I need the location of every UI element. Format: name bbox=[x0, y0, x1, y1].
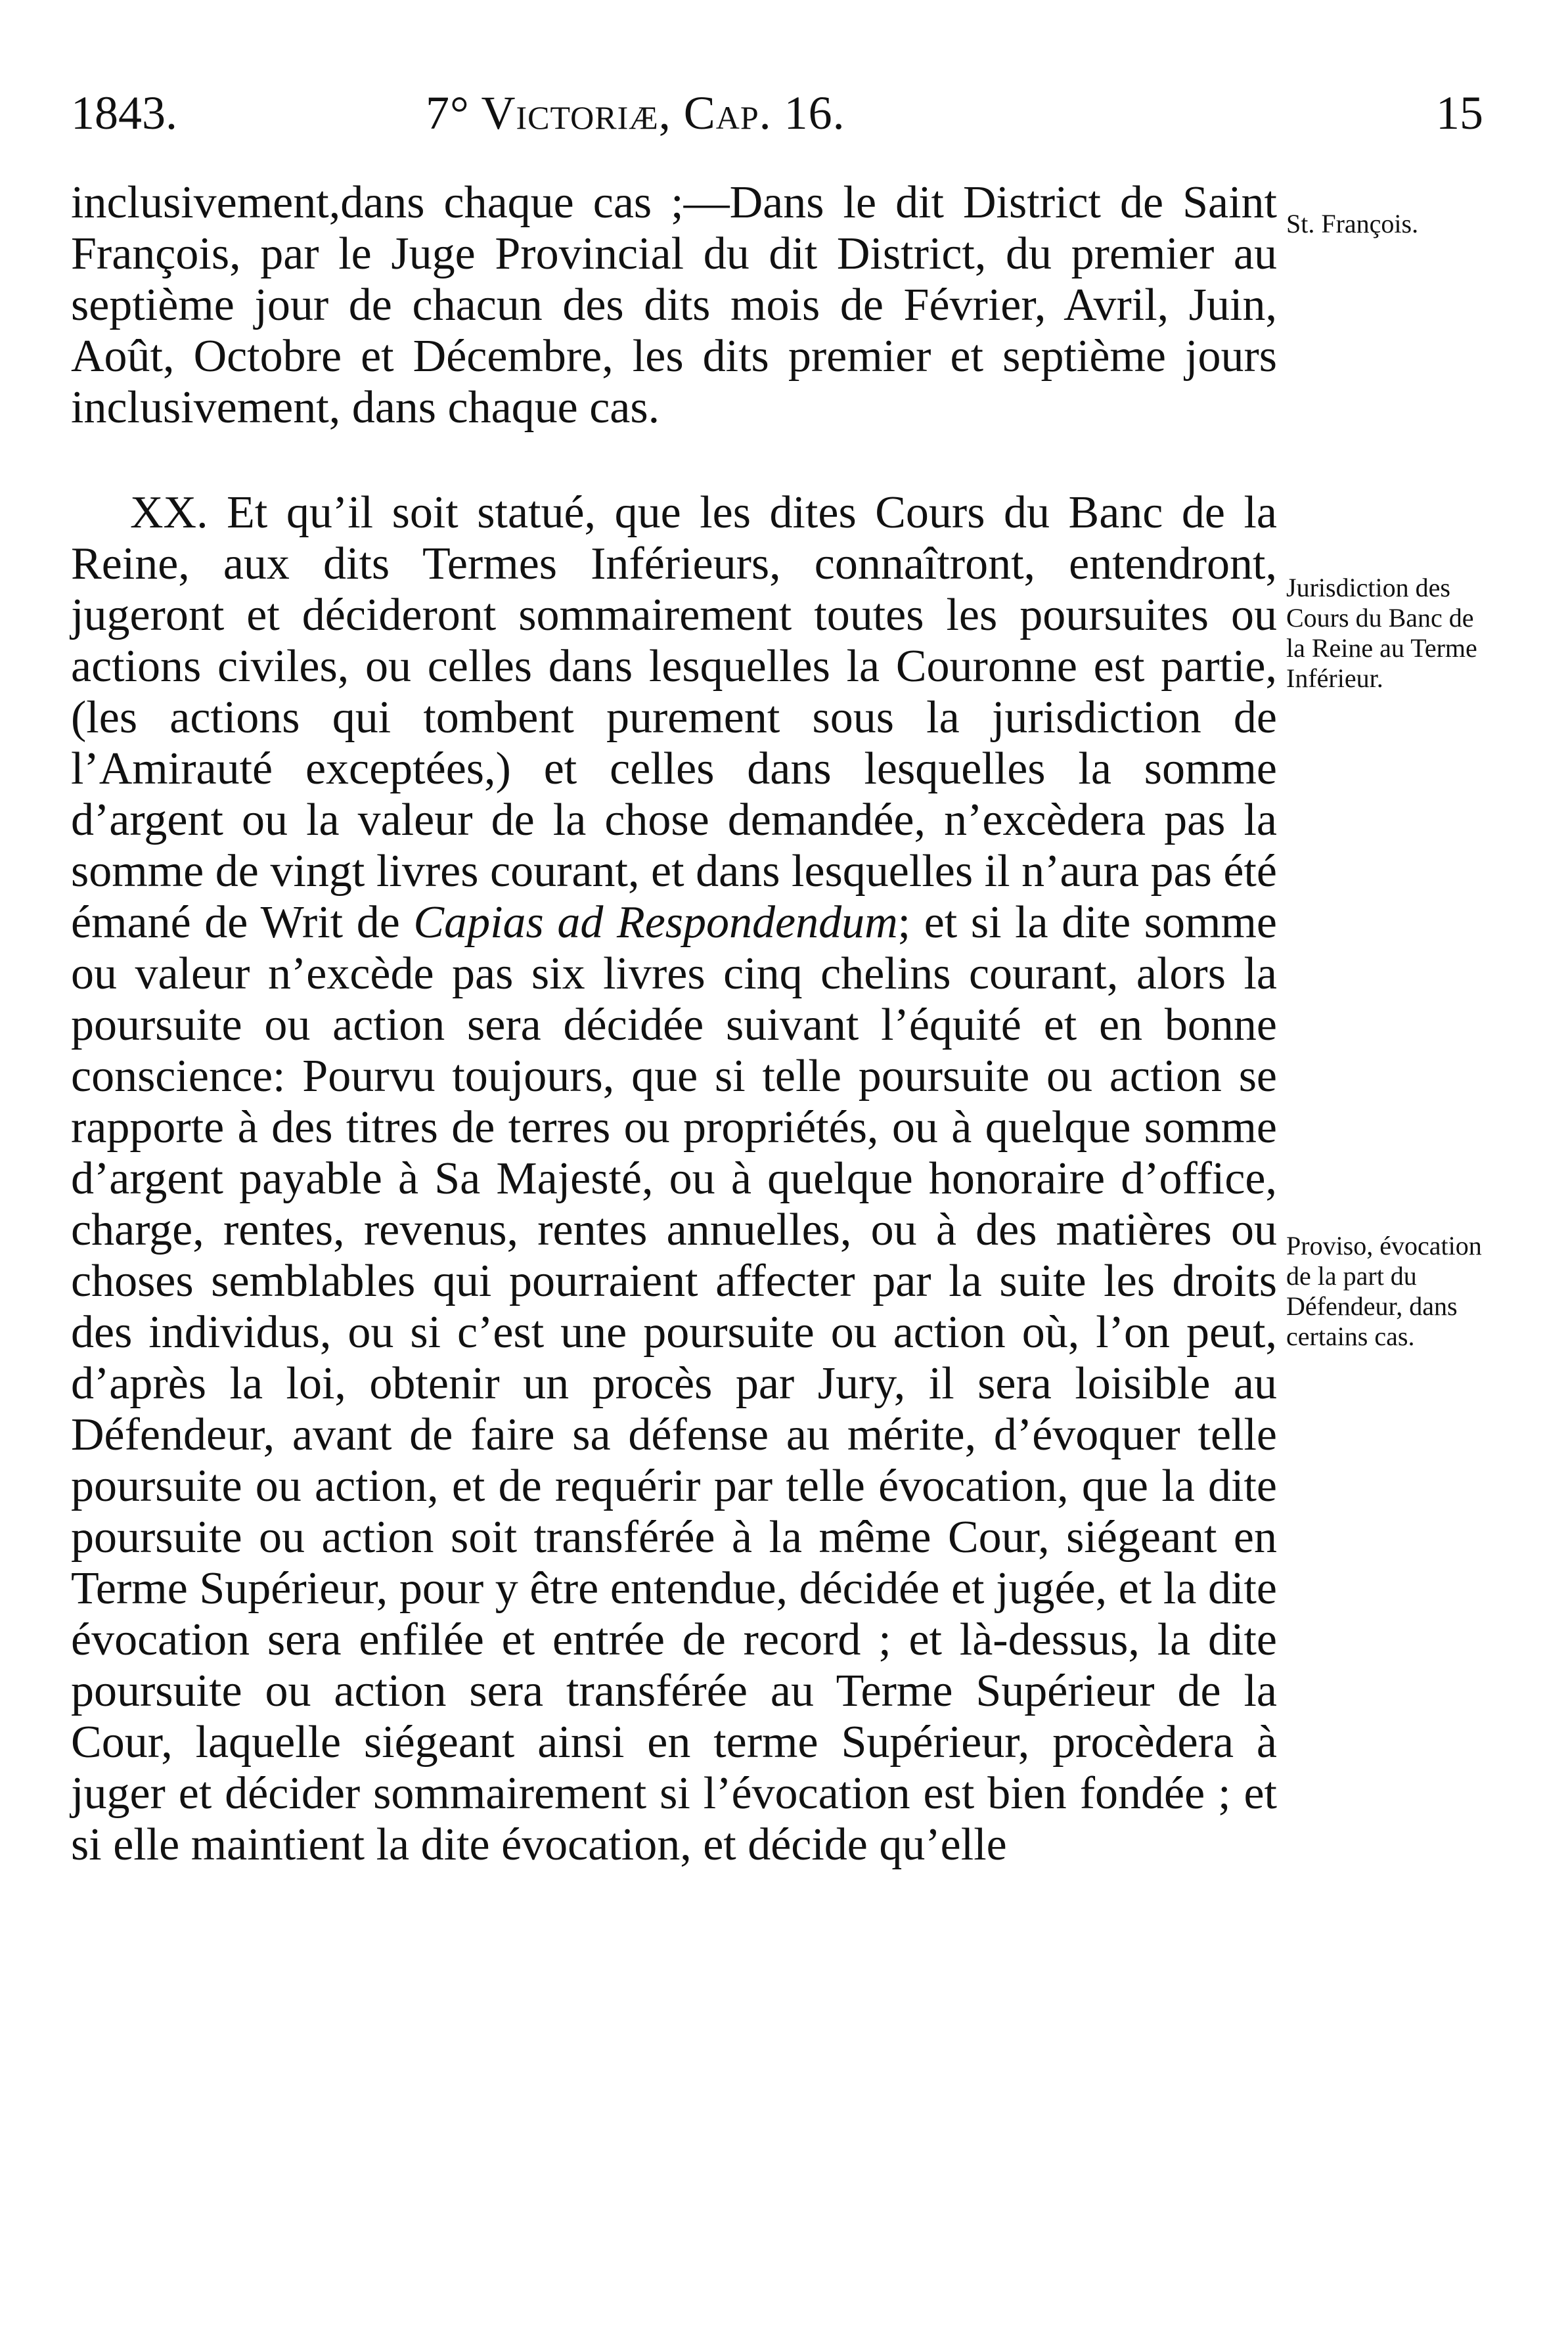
main-text bbox=[71, 177, 1277, 1871]
margin-note-proviso: Proviso, évocation de la part du Défendeur, dans certains cas. bbox=[1286, 1231, 1482, 1351]
header-year: 1843. bbox=[71, 87, 177, 139]
running-header bbox=[71, 80, 1483, 146]
header-statute: 7° Victoriæ, Cap. 16. bbox=[426, 87, 845, 139]
margin-note-st-francois: St. François. bbox=[1286, 209, 1419, 238]
page-number: 15 bbox=[1436, 87, 1483, 139]
section-text-part-2: ; et si la dite somme ou valeur n’excède pas six livres cinq chelins courant, alors la poursuite ou action sera décidée suivant l’équité et en bonne conscience: Pourvu toujours, que si telle poursuite ou action se rapporte à des titres de terres ou propriétés, ou à quelque somme d’argent payable à Sa Majesté, ou à quelque honoraire d’office, charge, rentes, revenus, rentes annuelles, ou à des matières ou choses semblables qui pourraient affecter par la suite les droits des individus, ou si c’est une poursuite ou action où, l’on peut, d’après la loi, obtenir un procès par Jury, il sera loisible au Défendeur, avant de faire sa défense au mérite, d’évoquer telle poursuite ou action, et de requérir par telle évocation, que la dite poursuite ou action soit transférée à la même Cour, siégeant en Terme Supérieur, pour y être entendue, décidée et jugée, et la dite évocation sera enfilée et entrée de record ; et là-dessus, la dite poursuite ou action sera transférée au Terme Supérieur de la Cour, laquelle siégeant ainsi en terme Supérieur, procèdera à juger et décider sommairement si l’évocation est bien fondée ; et si elle maintient la dite évocation, et décide qu’elle bbox=[71, 897, 1277, 1870]
section-number: XX. bbox=[130, 487, 208, 538]
writ-name-italic: Capias ad Respondendum bbox=[413, 897, 898, 948]
section-20-paragraph bbox=[71, 487, 1277, 1871]
section-text-part-1: Et qu’il soit statué, que les dites Cours du Banc de la Reine, aux dits Termes Inférieurs, connaîtront, entendront, jugeront et décideront sommairement toutes les poursuites ou actions civiles, ou celles dans lesquelles la Couronne est partie, (les actions qui tombent purement sous la jurisdiction de l’Amirauté exceptées,) et celles dans lesquelles la somme d’argent ou la valeur de la chose demandée, n’excèdera pas la somme de vingt livres courant, et dans lesquelles il n’aura pas été émané de Writ de bbox=[71, 487, 1277, 948]
paragraph-continuation: inclusivement,dans chaque cas ;—Dans le dit District de Saint François, par le Juge Provincial du dit District, du premier au septième jour de chacun des dits mois de Février, Avril, Juin, Août, Octobre et Décembre, les dits premier et septième jours inclusivement, dans chaque cas. bbox=[71, 177, 1277, 433]
margin-note-jurisdiction: Jurisdiction des Cours du Banc de la Reine au Terme Inférieur. bbox=[1286, 573, 1477, 693]
